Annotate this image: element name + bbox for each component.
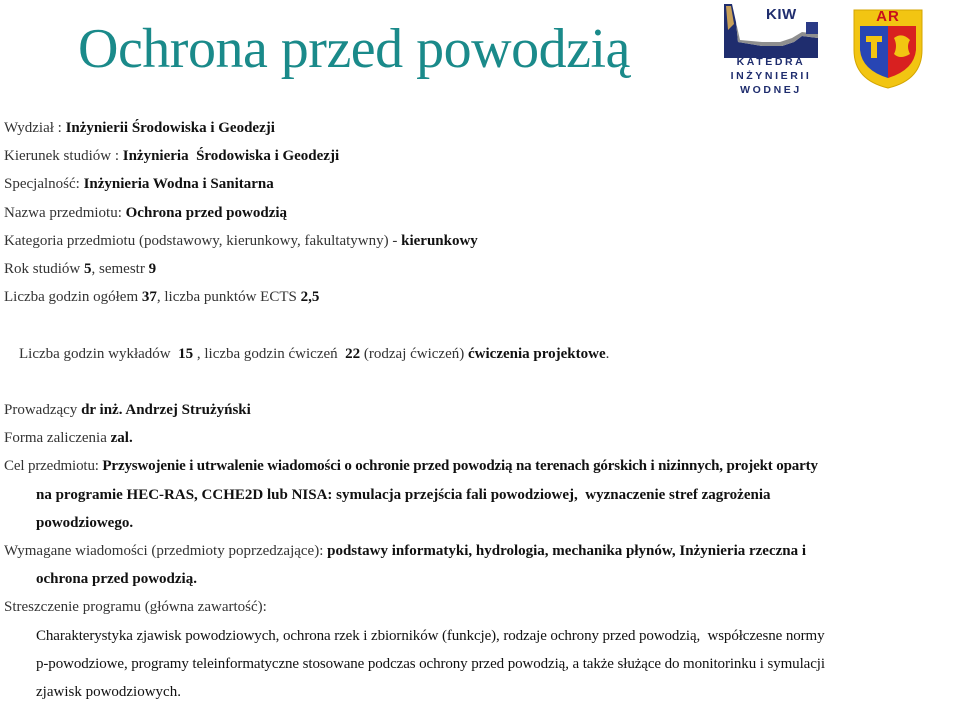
kierunek-label: Kierunek studiów : <box>4 148 123 165</box>
rodzaj-end: . <box>605 345 610 362</box>
row-wymagane <box>4 537 960 565</box>
semestr-value: 9 <box>148 261 157 278</box>
page-title: Ochrona przed powodzią <box>78 18 630 80</box>
kiw-abbr: KIW <box>766 6 797 23</box>
row-streszczenie-1 <box>4 622 960 650</box>
row-streszczenie <box>4 593 960 621</box>
row-cel <box>4 452 960 480</box>
prowadzacy-label: Prowadzący <box>4 402 82 419</box>
ar-abbr: AR <box>876 8 900 25</box>
row-kategoria <box>4 227 960 255</box>
streszczenie-line-3: zjawisk powodziowych. <box>36 684 181 701</box>
row-wymagane-cont <box>4 565 960 593</box>
row-cel-cont-1 <box>4 481 960 509</box>
rok-label: Rok studiów <box>4 261 85 278</box>
wymagane-label: Wymagane wiadomości (przedmioty poprzedzające): <box>4 543 328 560</box>
course-info <box>4 114 960 706</box>
rodzaj-label: (rodzaj ćwiczeń) <box>360 345 468 362</box>
nazwa-value: Ochrona przed powodzią <box>125 204 288 221</box>
streszczenie-line-1: Charakterystyka zjawisk powodziowych, ochrona rzek i zbiorników (funkcje), rodzaje ochrony przed powodzią, współczesne normy <box>36 627 825 644</box>
ects-value: 2,5 <box>300 289 320 306</box>
cel-line-3: powodziowego. <box>36 514 134 531</box>
row-wyklady <box>4 311 960 396</box>
row-specjalnosc <box>4 170 960 198</box>
kiw-line-2: INŻYNIERII <box>730 70 812 82</box>
kiw-logo <box>722 2 820 98</box>
row-cel-cont-2 <box>4 509 960 537</box>
ects-label: , liczba punktów ECTS <box>156 289 301 306</box>
row-rok <box>4 255 960 283</box>
streszczenie-label: Streszczenie programu (główna zawartość): <box>4 599 267 616</box>
row-nazwa <box>4 199 960 227</box>
row-forma <box>4 424 960 452</box>
specjalnosc-label: Specjalność: <box>4 176 84 193</box>
rok-value: 5 <box>84 261 92 278</box>
kategoria-value: kierunkowy <box>401 232 478 249</box>
semestr-label: , semestr <box>91 261 149 278</box>
nazwa-label: Nazwa przedmiotu: <box>4 204 126 221</box>
wymagane-line-2: ochrona przed powodzią. <box>36 571 197 588</box>
wymagane-line-1: podstawy informatyki, hydrologia, mechanika płynów, Inżynieria rzeczna i <box>327 543 807 560</box>
wyklady-label: Liczba godzin wykładów <box>19 345 179 362</box>
cwiczenia-value: 22 <box>345 345 361 362</box>
wydzial-value: Inżynierii Środowiska i Geodezji <box>65 120 275 136</box>
kierunek-value: Inżynieria Środowiska i Geodezji <box>122 148 340 165</box>
cel-line-1: Przyswojenie i utrwalenie wiadomości o ochronie przed powodzią na terenach górskich i nizinnych, projekt oparty <box>102 458 818 475</box>
row-prowadzacy <box>4 396 960 424</box>
prowadzacy-value: dr inż. Andrzej Strużyński <box>81 402 251 419</box>
kategoria-label: Kategoria przedmiotu (podstawowy, kierunkowy, fakultatywny) - <box>4 232 402 249</box>
kiw-line-1: KATEDRA <box>736 56 806 68</box>
streszczenie-line-2: p-powodziowe, programy teleinformatyczne stosowane podczas ochrony przed powodzią, a także służące do monitorinku i symulacji <box>36 655 825 672</box>
specjalnosc-value: Inżynieria Wodna i Sanitarna <box>83 176 274 193</box>
wyklady-value: 15 <box>178 345 194 362</box>
ar-logo <box>850 6 926 90</box>
cel-line-2: na programie HEC-RAS, CCHE2D lub NISA: symulacja przejścia fali powodziowej, wyznaczenie stref zagrożenia <box>36 486 771 503</box>
row-godziny <box>4 283 960 311</box>
row-streszczenie-3 <box>4 678 960 706</box>
cel-label: Cel przedmiotu: <box>4 458 103 475</box>
forma-label: Forma zaliczenia <box>4 430 111 447</box>
rodzaj-value: ćwiczenia projektowe <box>468 345 606 362</box>
row-kierunek <box>4 142 960 170</box>
wydzial-label: Wydział : <box>4 120 66 136</box>
godziny-label: Liczba godzin ogółem <box>4 289 142 306</box>
kiw-line-3: WODNEJ <box>740 84 802 96</box>
godziny-value: 37 <box>141 289 157 306</box>
row-wydzial <box>4 114 960 142</box>
cwiczenia-label: , liczba godzin ćwiczeń <box>193 345 346 362</box>
forma-value: zal. <box>110 430 133 447</box>
row-streszczenie-2 <box>4 650 960 678</box>
